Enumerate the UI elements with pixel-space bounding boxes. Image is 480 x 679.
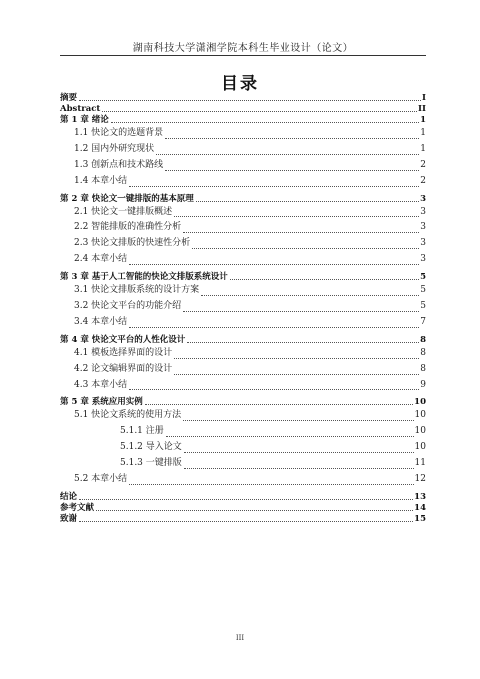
toc-dot-leader bbox=[79, 100, 421, 101]
toc-entry-label: 2.1 快论文一键排版概述 bbox=[74, 206, 173, 217]
toc-entry-label: 3.1 快论文排版系统的设计方案 bbox=[74, 285, 200, 296]
toc-dot-leader bbox=[183, 420, 413, 421]
toc-entry-page: 1 bbox=[420, 127, 426, 138]
toc-dot-leader bbox=[183, 311, 419, 312]
toc-dot-leader bbox=[187, 342, 419, 343]
toc-entry-page: 10 bbox=[414, 426, 426, 437]
toc-entry-label: 第 4 章 快论文平台的人性化设计 bbox=[60, 334, 186, 345]
toc-entry-label: 5.1.2 导入论文 bbox=[120, 442, 182, 453]
toc-entry-page: 2 bbox=[420, 159, 426, 170]
toc-section-entry[interactable] bbox=[60, 315, 426, 331]
toc-entry-page: I bbox=[422, 93, 426, 103]
toc-dot-leader bbox=[129, 389, 419, 390]
toc-dot-leader bbox=[230, 279, 419, 280]
toc-entry-label: 参考文献 bbox=[60, 502, 95, 513]
toc-entry-label: 摘要 bbox=[60, 93, 78, 103]
toc-entry-label: 4.1 模板选择界面的设计 bbox=[74, 347, 173, 358]
toc-section-entry[interactable] bbox=[60, 174, 426, 190]
toc-dot-leader bbox=[129, 327, 419, 328]
toc-dot-leader bbox=[96, 510, 413, 511]
toc-chapter-entry[interactable] bbox=[60, 503, 426, 514]
toc-section-entry[interactable] bbox=[60, 158, 426, 174]
toc-entry-label: 1.2 国内外研究现状 bbox=[74, 143, 155, 154]
toc-dot-leader bbox=[184, 468, 414, 469]
toc-chapter-entry[interactable] bbox=[60, 194, 426, 205]
toc-entry-page: 1 bbox=[420, 115, 426, 125]
toc-entry-page: 7 bbox=[420, 316, 426, 327]
toc-dot-leader bbox=[166, 436, 414, 437]
toc-entry-label: 第 1 章 绪论 bbox=[60, 115, 109, 125]
toc-section-entry[interactable] bbox=[60, 346, 426, 362]
toc-chapter-entry[interactable] bbox=[60, 335, 426, 346]
toc-entry-page: 5 bbox=[420, 285, 426, 296]
toc-entry-label: 4.3 本章小结 bbox=[74, 379, 128, 390]
toc-section-entry[interactable] bbox=[60, 126, 426, 142]
toc-entry-page: 11 bbox=[414, 458, 426, 469]
toc-subsection-entry[interactable] bbox=[60, 424, 426, 440]
toc-chapter-entry[interactable] bbox=[60, 93, 426, 104]
toc-entry-page: 5 bbox=[420, 301, 426, 311]
running-header: 湖南科技大学潇湘学院本科生毕业设计（论文） bbox=[132, 43, 354, 54]
toc-entry-label: 1.4 本章小结 bbox=[74, 175, 128, 186]
toc-section-entry[interactable] bbox=[60, 220, 426, 236]
toc-section-entry[interactable] bbox=[60, 252, 426, 268]
toc-section-entry[interactable] bbox=[60, 205, 426, 221]
toc-entry-page: 13 bbox=[414, 491, 426, 502]
toc-entry-label: 5.1.1 注册 bbox=[120, 426, 164, 437]
toc-entry-page: 3 bbox=[420, 206, 426, 217]
toc-dot-leader bbox=[111, 122, 419, 123]
toc-entry-label: 致谢 bbox=[60, 513, 78, 524]
toc-section-entry[interactable] bbox=[60, 472, 426, 488]
toc-section-entry[interactable] bbox=[60, 142, 426, 158]
toc-entry-label: 5.1.3 一键排版 bbox=[120, 458, 182, 469]
toc-entry-label: 3.4 本章小结 bbox=[74, 316, 128, 327]
toc-entry-page: 8 bbox=[420, 347, 426, 358]
toc-entry-page: 10 bbox=[414, 410, 426, 421]
toc-entry-page: 2 bbox=[420, 175, 426, 186]
toc-entry-label: 4.2 论文编辑界面的设计 bbox=[74, 363, 173, 374]
toc-dot-leader bbox=[184, 452, 414, 453]
toc-entry-page: 3 bbox=[420, 222, 426, 233]
toc-section-entry[interactable] bbox=[60, 299, 426, 315]
toc-entry-label: 5.1 快论文系统的使用方法 bbox=[74, 410, 182, 421]
toc-entry-label: 3.2 快论文平台的功能介绍 bbox=[74, 301, 182, 311]
toc-entry-label: 1.3 创新点和技术路线 bbox=[74, 159, 164, 170]
toc-entry-page: 1 bbox=[420, 143, 426, 154]
toc-section-entry[interactable] bbox=[60, 408, 426, 424]
page-number: III bbox=[235, 634, 245, 642]
toc-entry-page: 5 bbox=[420, 272, 426, 283]
toc-entry-page: 10 bbox=[414, 442, 426, 453]
toc-section-entry[interactable] bbox=[60, 283, 426, 299]
toc-dot-leader bbox=[165, 138, 419, 139]
toc-dot-leader bbox=[79, 521, 413, 522]
toc-dot-leader bbox=[174, 216, 419, 217]
header-rule bbox=[60, 55, 426, 56]
toc-subsection-entry[interactable] bbox=[60, 456, 426, 472]
toc-entry-page: 12 bbox=[414, 474, 426, 485]
toc-entry-page: II bbox=[418, 104, 426, 114]
toc-entry-page: 3 bbox=[420, 254, 426, 265]
toc-dot-leader bbox=[192, 248, 419, 249]
toc-dot-leader bbox=[183, 232, 419, 233]
toc-entry-label: 第 5 章 系统应用实例 bbox=[60, 397, 143, 408]
toc-chapter-entry[interactable] bbox=[60, 514, 426, 525]
toc-section-entry[interactable] bbox=[60, 236, 426, 252]
toc-dot-leader bbox=[79, 499, 413, 500]
page-title: 目录 bbox=[221, 74, 259, 94]
toc-entry-label: 5.2 本章小结 bbox=[74, 474, 128, 485]
toc-dot-leader bbox=[174, 358, 419, 359]
toc-dot-leader bbox=[174, 374, 419, 375]
toc-dot-leader bbox=[129, 484, 413, 485]
toc-entry-label: 2.3 快论文排版的快速性分析 bbox=[74, 238, 191, 249]
toc-dot-leader bbox=[196, 201, 419, 202]
table-of-contents bbox=[60, 93, 426, 525]
toc-chapter-entry[interactable] bbox=[60, 272, 426, 283]
toc-section-entry[interactable] bbox=[60, 378, 426, 394]
toc-entry-label: 2.4 本章小结 bbox=[74, 254, 128, 265]
toc-dot-leader bbox=[102, 111, 417, 112]
toc-entry-page: 8 bbox=[420, 334, 426, 345]
toc-chapter-entry[interactable] bbox=[60, 115, 426, 126]
toc-entry-page: 3 bbox=[420, 193, 426, 204]
toc-dot-leader bbox=[165, 170, 419, 171]
toc-entry-page: 14 bbox=[414, 502, 426, 513]
toc-entry-page: 9 bbox=[420, 379, 426, 390]
toc-entry-page: 8 bbox=[420, 363, 426, 374]
toc-entry-page: 15 bbox=[414, 513, 426, 524]
toc-entry-label: 结论 bbox=[60, 491, 78, 502]
toc-entry-label: 1.1 快论文的选题背景 bbox=[74, 127, 164, 138]
toc-chapter-entry[interactable] bbox=[60, 104, 426, 115]
toc-section-entry[interactable] bbox=[60, 362, 426, 378]
toc-dot-leader bbox=[201, 295, 419, 296]
toc-entry-label: Abstract bbox=[60, 104, 101, 114]
toc-dot-leader bbox=[129, 186, 419, 187]
toc-chapter-entry[interactable] bbox=[60, 492, 426, 503]
toc-dot-leader bbox=[129, 264, 419, 265]
toc-entry-page: 3 bbox=[420, 238, 426, 249]
toc-subsection-entry[interactable] bbox=[60, 440, 426, 456]
toc-entry-label: 2.2 智能排版的准确性分析 bbox=[74, 222, 182, 233]
toc-dot-leader bbox=[156, 154, 419, 155]
toc-entry-label: 第 3 章 基于人工智能的快论文排版系统设计 bbox=[60, 272, 228, 283]
toc-dot-leader bbox=[145, 404, 413, 405]
toc-entry-page: 10 bbox=[414, 397, 426, 408]
toc-entry-label: 第 2 章 快论文一键排版的基本原理 bbox=[60, 193, 194, 204]
toc-chapter-entry[interactable] bbox=[60, 397, 426, 408]
